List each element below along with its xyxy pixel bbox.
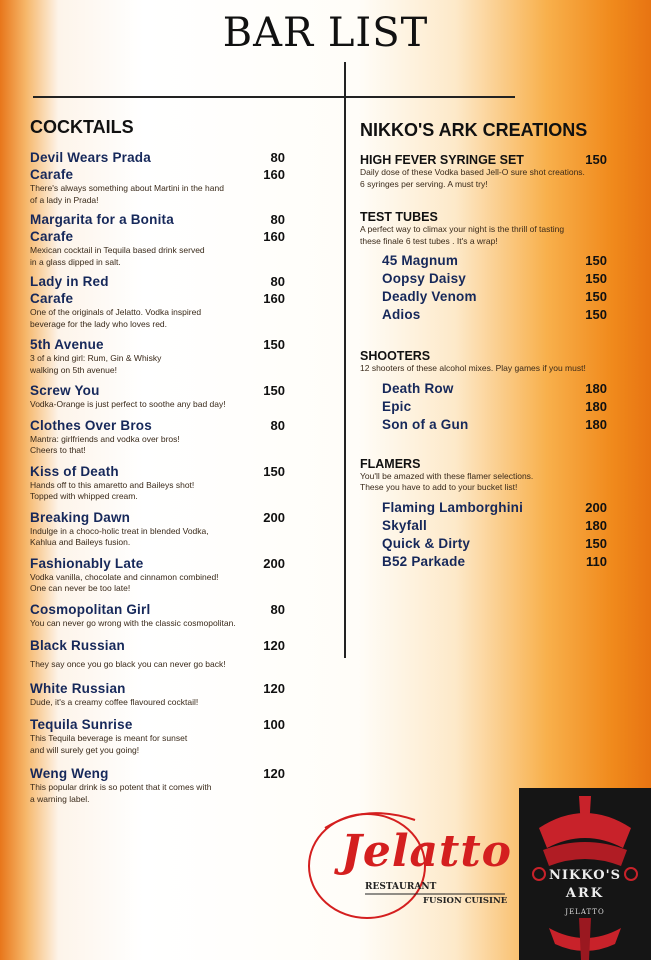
menu-item	[30, 766, 285, 805]
list-item: Death Row 180	[382, 380, 607, 396]
menu-item	[30, 717, 285, 756]
item-description: There's always something about Martini in the hand of a lady in Prada!	[30, 183, 224, 205]
carafe-label: Carafe	[30, 291, 74, 306]
item-price: 80	[270, 601, 285, 617]
list-item: Epic 180	[382, 398, 607, 414]
item-price: 200	[263, 509, 285, 525]
menu-item	[30, 337, 285, 376]
item-description: They say once you go black you can never go back!	[30, 659, 226, 669]
list-item: Flaming Lamborghini 200	[382, 499, 607, 515]
syringe-section	[360, 152, 607, 190]
section-description: A perfect way to climax your night is the thrill of tasting these finale 6 test tubes . It's a wrap!	[360, 224, 565, 246]
menu-item	[30, 638, 285, 671]
nikkos-ark-logo	[519, 788, 651, 960]
logo-subtitle: RESTAURANT	[365, 882, 437, 892]
item-price: 80	[270, 417, 285, 433]
item-description: You can never go wrong with the classic cosmopolitan.	[30, 617, 236, 628]
menu-item	[30, 212, 285, 268]
menu-item	[30, 602, 285, 630]
item-price: 150	[585, 152, 607, 167]
menu-item	[30, 150, 285, 206]
menu-item	[30, 274, 285, 330]
logo-wordmark: Jelatto	[341, 826, 513, 877]
item-description: This Tequila beverage is meant for sunset and will surely get you going!	[30, 733, 188, 755]
carafe-price: 160	[263, 229, 285, 244]
item-name: Weng Weng	[30, 766, 109, 781]
item-name: Margarita for a Bonita	[30, 212, 174, 227]
item-name: Lady in Red	[30, 274, 109, 289]
jelatto-logo	[305, 808, 515, 928]
menu-item	[30, 510, 285, 549]
item-price: 120	[263, 766, 285, 781]
menu-item	[30, 681, 285, 709]
item-price: 150	[263, 383, 285, 398]
list-item: Son of a Gun 180	[382, 416, 607, 432]
cocktails-list	[30, 150, 285, 805]
menu-item	[30, 383, 285, 411]
page-title: BAR LIST	[222, 10, 429, 56]
item-description: This popular drink is so potent that it comes with a warning label.	[30, 782, 212, 804]
section-title: HIGH FEVER SYRINGE SET	[360, 153, 524, 167]
item-name: Breaking Dawn	[30, 509, 131, 525]
list-item: Deadly Venom 150	[382, 289, 607, 304]
item-name: White Russian	[30, 680, 126, 696]
list-item: 45 Magnum 150	[382, 253, 607, 268]
item-name: Devil Wears Prada	[30, 150, 151, 165]
item-description: 3 of a kind girl: Rum, Gin & Whisky walking on 5th avenue!	[30, 353, 162, 375]
section-title: SHOOTERS	[360, 349, 431, 363]
item-name: Screw You	[30, 383, 100, 398]
list-item: Skyfall 180	[382, 517, 607, 533]
item-description: Vodka vanilla, chocolate and cinnamon combined! One can never be too late!	[30, 571, 219, 593]
item-name: 5th Avenue	[30, 337, 104, 352]
cocktails-heading: COCKTAILS	[30, 117, 134, 137]
list-item: Quick & Dirty 150	[382, 535, 607, 551]
item-description: Mantra: girlfriends and vodka over bros! Cheers to that!	[30, 433, 180, 455]
flamers-section	[360, 457, 607, 572]
ark-logo-line1: NIKKO'S	[549, 868, 621, 883]
item-description: Dude, it's a creamy coffee flavoured cocktail!	[30, 696, 199, 707]
carafe-price: 160	[263, 291, 285, 306]
item-price: 80	[270, 212, 285, 227]
section-description: You'll be amazed with these flamer selections. These you have to add to your bucket list!	[360, 470, 534, 492]
item-name: Clothes Over Bros	[30, 417, 152, 433]
section-title: FLAMERS	[360, 456, 421, 471]
item-price: 200	[263, 555, 285, 571]
item-price: 150	[263, 463, 285, 479]
logo-tagline: FUSION CUISINE	[423, 896, 508, 906]
item-price: 80	[270, 150, 285, 165]
menu-item	[30, 418, 285, 457]
section-description: Daily dose of these Vodka based Jell-O sure shot creations. 6 syringes per serving. A must try!	[360, 167, 585, 189]
section-title: TEST TUBES	[360, 210, 438, 224]
item-price: 100	[263, 717, 285, 732]
item-description: One of the originals of Jelatto. Vodka inspired beverage for the lady who loves red.	[30, 307, 202, 329]
item-price: 80	[270, 274, 285, 289]
nikkos-list	[360, 152, 607, 572]
item-description: Hands off to this amaretto and Baileys shot! Topped with whipped cream.	[30, 479, 195, 501]
item-description: Indulge in a choco-holic treat in blended Vodka, Kahlua and Baileys fusion.	[30, 525, 209, 547]
menu-item	[30, 556, 285, 595]
item-name: Cosmopolitan Girl	[30, 601, 151, 617]
menu-item	[30, 464, 285, 503]
list-item: B52 Parkade 110	[382, 553, 607, 569]
item-name: Tequila Sunrise	[30, 717, 133, 732]
nikkos-heading: NIKKO'S ARK CREATIONS	[360, 120, 588, 140]
list-item: Oopsy Daisy 150	[382, 271, 607, 286]
ark-logo-line3: JELATTO	[565, 908, 605, 916]
item-price: 150	[263, 337, 285, 352]
column-divider	[344, 62, 346, 658]
item-description: Mexican cocktail in Tequila based drink served in a glass dipped in salt.	[30, 245, 205, 267]
test-tubes-section	[360, 210, 607, 325]
carafe-price: 160	[263, 167, 285, 182]
list-item: Adios 150	[382, 307, 607, 322]
item-name: Fashionably Late	[30, 555, 144, 571]
item-price: 120	[263, 680, 285, 696]
carafe-label: Carafe	[30, 229, 74, 244]
title-divider	[33, 96, 515, 98]
item-price: 120	[263, 638, 285, 653]
carafe-label: Carafe	[30, 167, 74, 182]
item-description: Vodka-Orange is just perfect to soothe any bad day!	[30, 399, 226, 409]
section-description: 12 shooters of these alcohol mixes. Play games if you must!	[360, 363, 586, 373]
item-name: Black Russian	[30, 638, 125, 653]
ark-logo-line2: ARK	[565, 886, 605, 901]
item-name: Kiss of Death	[30, 463, 119, 479]
shooters-section	[360, 349, 607, 435]
